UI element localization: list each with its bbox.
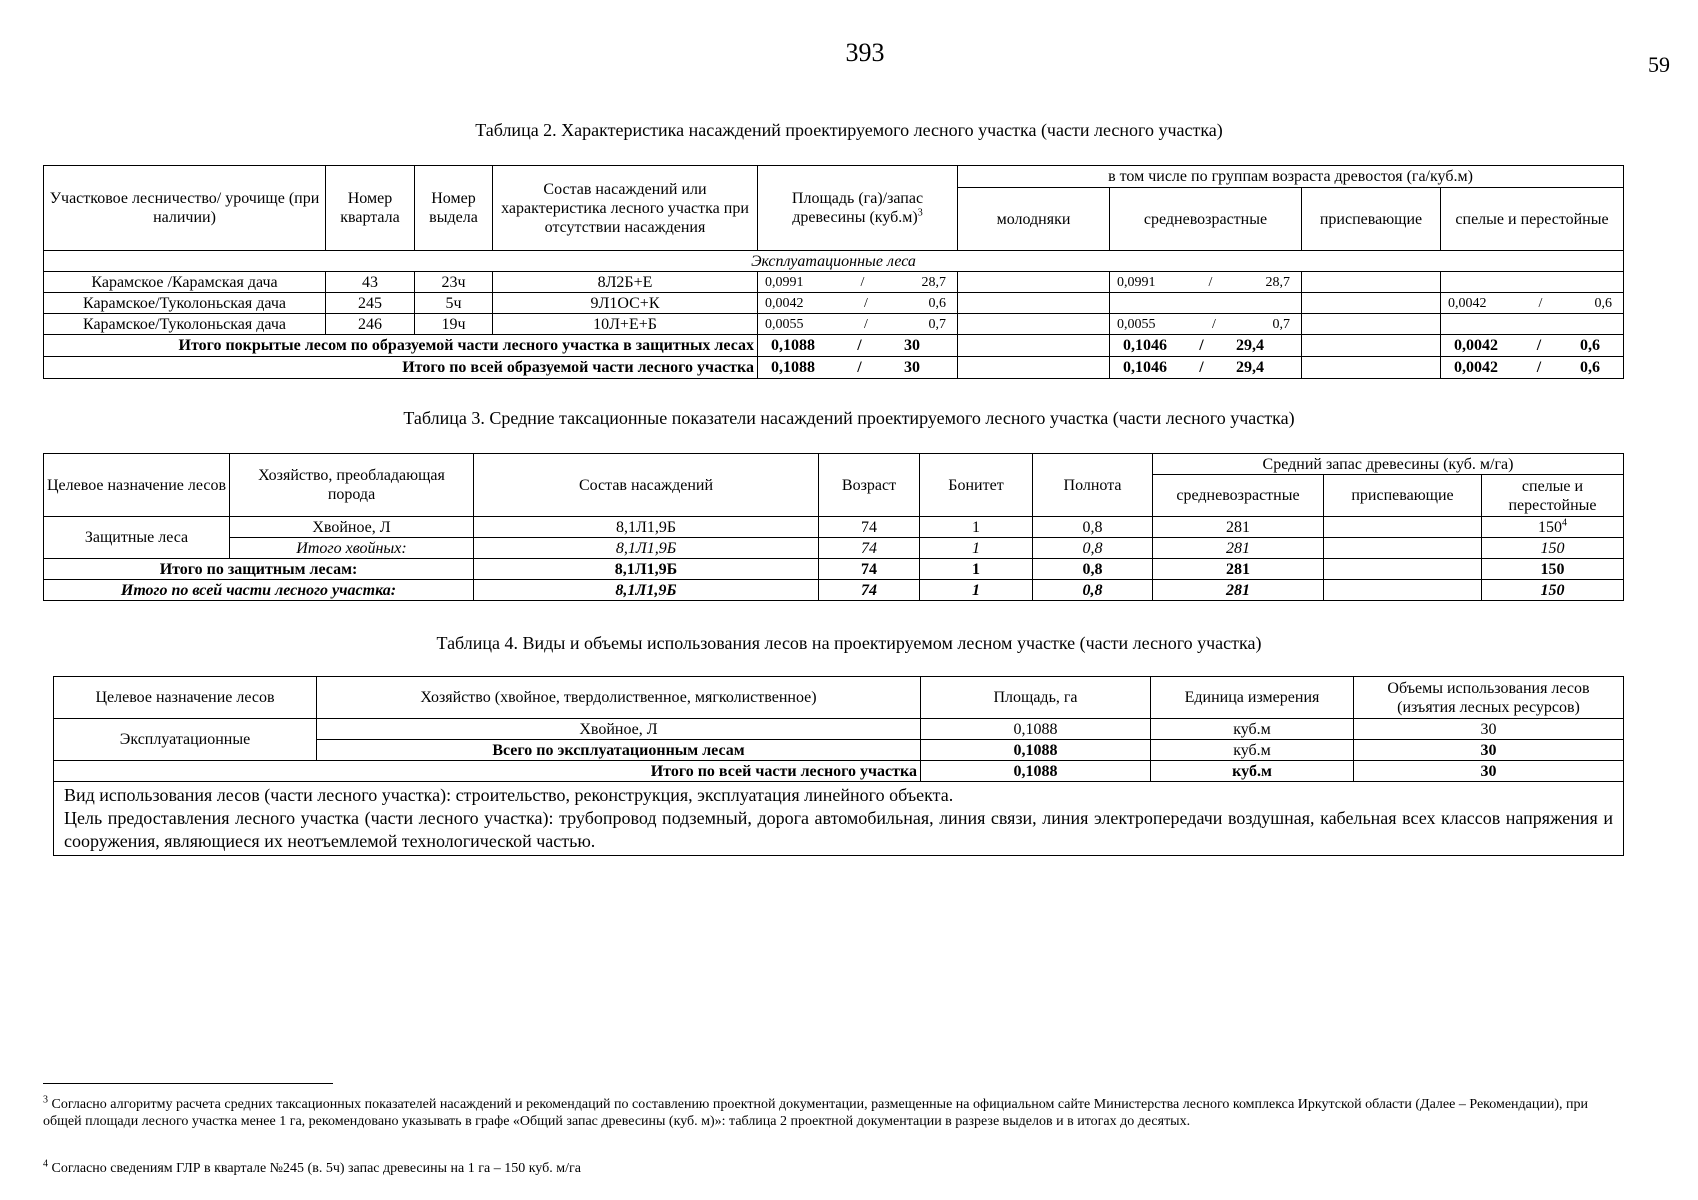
cell-economy: Итого хвойных: bbox=[230, 538, 474, 559]
t2-header-area: Площадь (га)/запас древесины $(куб.м)^3$ bbox=[758, 166, 958, 251]
total-label: Итого покрытые лесом по образуемой части лесного участка в защитных лесах bbox=[44, 335, 758, 357]
t3-header-purpose: Целевое назначение лесов bbox=[44, 454, 230, 517]
cell-area: 0,1088 / 30 bbox=[758, 357, 958, 379]
cell-premature bbox=[1302, 335, 1441, 357]
cell-density: 0,8 bbox=[1033, 580, 1153, 601]
cell-mature: 0,0042 / 0,6 bbox=[1441, 335, 1624, 357]
t2-header-composition: Состав насаждений или характеристика лесного участка при отсутствии насаждения bbox=[493, 166, 758, 251]
table-total-row bbox=[44, 357, 1624, 379]
cell-premature bbox=[1324, 538, 1482, 559]
cell-mature: 150 bbox=[1482, 538, 1624, 559]
cell-middle: 0,1046 / 29,4 bbox=[1110, 357, 1302, 379]
t4-notes bbox=[54, 782, 1624, 856]
cell-young bbox=[958, 335, 1110, 357]
cell-young bbox=[958, 314, 1110, 335]
total-label: Итого по защитным лесам: bbox=[44, 559, 474, 580]
cell-young bbox=[958, 357, 1110, 379]
table-row bbox=[54, 719, 1624, 740]
cell-area: 0,0042 / 0,6 bbox=[758, 293, 958, 314]
table-total-row bbox=[44, 580, 1624, 601]
cell-middle: 281 bbox=[1153, 559, 1324, 580]
table-row bbox=[44, 517, 1624, 538]
t4-header-economy: Хозяйство (хвойное, твердолиственное, мягколиственное) bbox=[317, 677, 921, 719]
cell-premature bbox=[1302, 272, 1441, 293]
cell-density: 0,8 bbox=[1033, 538, 1153, 559]
cell-middle bbox=[1110, 293, 1302, 314]
table4 bbox=[53, 676, 1624, 856]
cell-quarter: 245 bbox=[326, 293, 415, 314]
cell-density: 0,8 bbox=[1033, 559, 1153, 580]
cell-area: 0,1088 bbox=[921, 719, 1151, 740]
footnote-ref-3: 3 bbox=[917, 207, 923, 219]
table-row bbox=[44, 272, 1624, 293]
cell-composition: 10Л+Е+Б bbox=[493, 314, 758, 335]
cell-composition: 8,1Л1,9Б bbox=[474, 580, 819, 601]
cell-unit: куб.м bbox=[1151, 719, 1354, 740]
cell-composition: 8,1Л1,9Б bbox=[474, 517, 819, 538]
cell-composition: 8Л2Б+Е bbox=[493, 272, 758, 293]
t2-header-plot: Номер выдела bbox=[415, 166, 493, 251]
t4-header-area: Площадь, га bbox=[921, 677, 1151, 719]
cell-economy: Хвойное, Л bbox=[230, 517, 474, 538]
cell-mature: 0,0042 / 0,6 bbox=[1441, 293, 1624, 314]
cell-young bbox=[958, 293, 1110, 314]
t3-header-economy: Хозяйство, преобладающая порода bbox=[230, 454, 474, 517]
table2-title: Таблица 2. Характеристика насаждений проектируемого лесного участка (части лесного участка) bbox=[475, 120, 1223, 140]
page-number-top: 393 bbox=[845, 38, 885, 67]
t3-header-density: Полнота bbox=[1033, 454, 1153, 517]
t3-header-bonitet: Бонитет bbox=[920, 454, 1033, 517]
t2-header-quarter: Номер квартала bbox=[326, 166, 415, 251]
cell-economy: Хвойное, Л bbox=[317, 719, 921, 740]
table4-title: Таблица 4. Виды и объемы использования лесов на проектируемом лесном участке (части лесного участка) bbox=[436, 633, 1262, 653]
cell-age: 74 bbox=[819, 580, 920, 601]
cell-middle: 281 bbox=[1153, 580, 1324, 601]
t2-header-premature: приспевающие bbox=[1302, 188, 1441, 251]
footnote-separator bbox=[43, 1083, 333, 1084]
cell-forestry: Карамское/Туколоньская дача bbox=[44, 314, 326, 335]
table-total-row bbox=[54, 761, 1624, 782]
purpose-note: Цель предоставления лесного участка (части лесного участка): трубопровод подземный, дорога автомобильная, линия связи, линия электропередачи воздушная, кабельная всех классов напряжения и сооружения, являющиеся их неотъемлемой технологической частью. bbox=[64, 808, 1613, 851]
cell-purpose: Защитные леса bbox=[44, 517, 230, 559]
footnote-3 bbox=[43, 1096, 1613, 1130]
table-total-row bbox=[44, 335, 1624, 357]
footnote-text: Согласно сведениям ГЛР в квартале №245 (в. 5ч) запас древесины на 1 га – 150 куб. м/га bbox=[51, 1161, 581, 1176]
cell-young bbox=[958, 272, 1110, 293]
cell-middle: 0,1046 / 29,4 bbox=[1110, 335, 1302, 357]
cell-area: 0,1088 bbox=[921, 740, 1151, 761]
cell-plot: 23ч bbox=[415, 272, 493, 293]
cell-bonitet: 1 bbox=[920, 538, 1033, 559]
table3 bbox=[43, 453, 1624, 601]
table2 bbox=[43, 165, 1624, 379]
cell-quarter: 246 bbox=[326, 314, 415, 335]
t2-section-label: Эксплуатационные леса bbox=[44, 251, 1624, 272]
footnote-text: Согласно алгоритму расчета средних таксационных показателей насаждений и рекомендаций по составлению проектной документации, размещенные на официальном сайте Министерства лесного комплекса Иркутской области (Далее – Рекомендации), при общей площади лесного участка менее 1 га, рекомендовано указывать в графе «Общий запас древесины (куб. м)»: таблица 2 проектной документации в разрезе выделов и в итогах до десятых. bbox=[43, 1097, 1589, 1129]
total-label: Итого по всей образуемой части лесного участка bbox=[44, 357, 758, 379]
table3-title: Таблица 3. Средние таксационные показатели насаждений проектируемого лесного участка (части лесного участка) bbox=[403, 408, 1295, 428]
t3-header-premature: приспевающие bbox=[1324, 475, 1482, 517]
t3-header-composition: Состав насаждений bbox=[474, 454, 819, 517]
t4-header-volume: Объемы использования лесов (изъятия лесных ресурсов) bbox=[1354, 677, 1624, 719]
t4-header-unit: Единица измерения bbox=[1151, 677, 1354, 719]
cell-mature: 0,0042 / 0,6 bbox=[1441, 357, 1624, 379]
cell-middle: 281 bbox=[1153, 517, 1324, 538]
cell-economy: Всего по эксплуатационным лесам bbox=[317, 740, 921, 761]
usage-type-note: Вид использования лесов (части лесного участка): строительство, реконструкция, эксплуатация линейного объекта. bbox=[64, 785, 954, 805]
cell-volume: 30 bbox=[1354, 740, 1624, 761]
cell-unit: куб.м bbox=[1151, 740, 1354, 761]
cell-bonitet: 1 bbox=[920, 580, 1033, 601]
cell-middle: 0,0991 / 28,7 bbox=[1110, 272, 1302, 293]
cell-area: 0,0991 / 28,7 bbox=[758, 272, 958, 293]
cell-bonitet: 1 bbox=[920, 559, 1033, 580]
cell-premature bbox=[1324, 580, 1482, 601]
cell-middle: 281 bbox=[1153, 538, 1324, 559]
t3-header-middle: средневозрастные bbox=[1153, 475, 1324, 517]
cell-mature bbox=[1441, 272, 1624, 293]
cell-mature: $150^4$ bbox=[1482, 517, 1624, 538]
cell-density: 0,8 bbox=[1033, 517, 1153, 538]
page-number-right: 59 bbox=[1648, 52, 1670, 77]
cell-volume: 30 bbox=[1354, 719, 1624, 740]
cell-middle: 0,0055 / 0,7 bbox=[1110, 314, 1302, 335]
cell-premature bbox=[1302, 357, 1441, 379]
table-total-row bbox=[44, 559, 1624, 580]
cell-quarter: 43 bbox=[326, 272, 415, 293]
cell-mature bbox=[1441, 314, 1624, 335]
cell-premature bbox=[1302, 293, 1441, 314]
cell-area: 0,1088 bbox=[921, 761, 1151, 782]
cell-age: 74 bbox=[819, 517, 920, 538]
total-label: Итого по всей части лесного участка: bbox=[44, 580, 474, 601]
footnote-mark: 4 bbox=[43, 1158, 48, 1170]
cell-volume: 30 bbox=[1354, 761, 1624, 782]
cell-unit: куб.м bbox=[1151, 761, 1354, 782]
table-row bbox=[44, 293, 1624, 314]
table-row bbox=[44, 538, 1624, 559]
t2-header-mature: спелые и перестойные bbox=[1441, 188, 1624, 251]
cell-mature: 150 bbox=[1482, 580, 1624, 601]
cell-age: 74 bbox=[819, 538, 920, 559]
cell-composition: 8,1Л1,9Б bbox=[474, 538, 819, 559]
cell-area: 0,1088 / 30 bbox=[758, 335, 958, 357]
t3-header-age: Возраст bbox=[819, 454, 920, 517]
footnote-mark: 3 bbox=[43, 1094, 48, 1106]
footnote-ref-4: 4 bbox=[1562, 517, 1567, 529]
cell-plot: 5ч bbox=[415, 293, 493, 314]
cell-mature: 150 bbox=[1482, 559, 1624, 580]
t2-header-age-groups: в том числе по группам возраста древостоя (га/куб.м) bbox=[958, 166, 1624, 188]
cell-composition: 9Л1ОС+К bbox=[493, 293, 758, 314]
cell-bonitet: 1 bbox=[920, 517, 1033, 538]
total-label: Итого по всей части лесного участка bbox=[54, 761, 921, 782]
cell-premature bbox=[1324, 559, 1482, 580]
footnote-4 bbox=[43, 1160, 1613, 1177]
cell-forestry: Карамское /Карамская дача bbox=[44, 272, 326, 293]
cell-area: 0,0055 / 0,7 bbox=[758, 314, 958, 335]
t2-header-young: молодняки bbox=[958, 188, 1110, 251]
t2-header-forestry: Участковое лесничество/ урочище (при наличии) bbox=[44, 166, 326, 251]
t3-header-stock: Средний запас древесины (куб. м/га) bbox=[1153, 454, 1624, 475]
cell-age: 74 bbox=[819, 559, 920, 580]
table-row bbox=[44, 314, 1624, 335]
cell-premature bbox=[1302, 314, 1441, 335]
cell-purpose: Эксплуатационные bbox=[54, 719, 317, 761]
cell-composition: 8,1Л1,9Б bbox=[474, 559, 819, 580]
t4-header-purpose: Целевое назначение лесов bbox=[54, 677, 317, 719]
t2-header-middle: средневозрастные bbox=[1110, 188, 1302, 251]
cell-forestry: Карамское/Туколоньская дача bbox=[44, 293, 326, 314]
t3-header-mature: спелые и перестойные bbox=[1482, 475, 1624, 517]
cell-plot: 19ч bbox=[415, 314, 493, 335]
cell-premature bbox=[1324, 517, 1482, 538]
